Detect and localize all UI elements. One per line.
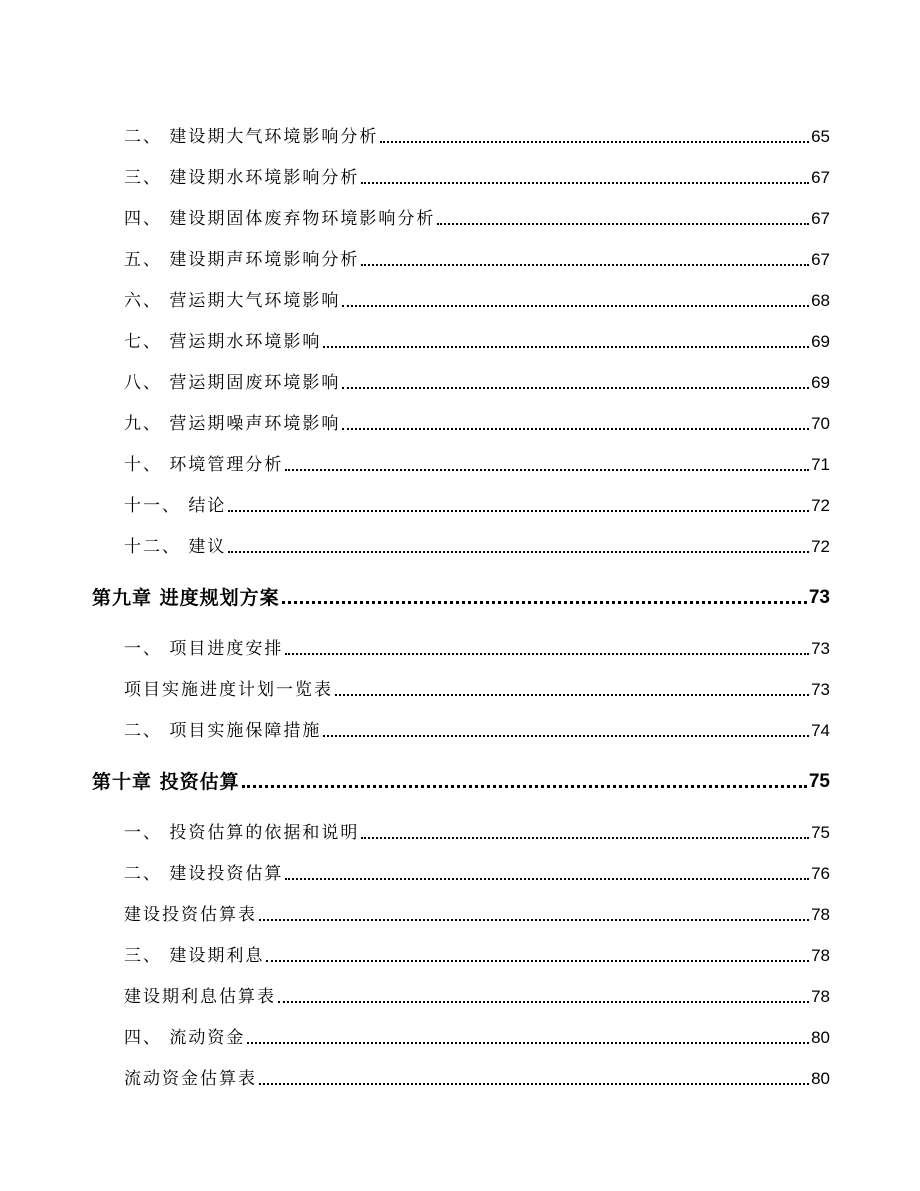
- leader-dots: [335, 694, 809, 696]
- leader-dots: [247, 1042, 809, 1044]
- leader-dots: [361, 837, 809, 839]
- toc-chapter-page: 75: [808, 771, 830, 792]
- toc-entry-10-4[interactable]: [124, 1023, 830, 1049]
- leader-dots: [361, 264, 809, 266]
- toc-entry-page: 80: [811, 1028, 830, 1047]
- leader-dots: [342, 305, 809, 307]
- toc-entry-3[interactable]: [124, 163, 830, 189]
- leader-dots: [259, 1083, 809, 1085]
- toc-entry-8[interactable]: [124, 368, 830, 394]
- toc-entry-title: 九、 营运期噪声环境影响: [124, 414, 341, 434]
- toc-entry-11[interactable]: [124, 491, 830, 517]
- toc-entry-title: 八、 营运期固废环境影响: [124, 373, 341, 393]
- toc-chapter-10[interactable]: [92, 767, 830, 793]
- toc-entry-page: 70: [811, 414, 830, 433]
- toc-entry-page: 76: [811, 864, 830, 883]
- leader-dots: [380, 141, 809, 143]
- toc-entry-10[interactable]: [124, 450, 830, 476]
- leader-dots: [323, 735, 809, 737]
- toc-entry-12[interactable]: [124, 532, 830, 558]
- toc-entry-page: 68: [811, 291, 830, 310]
- leader-dots: [285, 469, 809, 471]
- toc-entry-7[interactable]: [124, 327, 830, 353]
- leader-dots: [228, 510, 809, 512]
- toc-chapter-9[interactable]: [92, 583, 830, 609]
- toc-entry-title: 三、 建设期水环境影响分析: [124, 168, 360, 188]
- leader-dots: [259, 919, 809, 921]
- toc-entry-10-1[interactable]: [124, 818, 830, 844]
- toc-entry-title: 四、 流动资金: [124, 1028, 246, 1048]
- leader-dots: [285, 653, 809, 655]
- toc-entry-6[interactable]: [124, 286, 830, 312]
- toc-entry-title: 五、 建设期声环境影响分析: [124, 250, 360, 270]
- toc-entry-page: 67: [811, 209, 830, 228]
- toc-chapter-title: 第十章 投资估算: [92, 771, 240, 793]
- toc-entry-page: 65: [811, 127, 830, 146]
- toc-entry-title: 十一、 结论: [124, 496, 227, 516]
- leader-dots: [242, 785, 807, 788]
- leader-dots: [282, 601, 807, 604]
- toc-entry-page: 73: [811, 639, 830, 658]
- leader-dots: [228, 551, 809, 553]
- leader-dots: [285, 878, 809, 880]
- toc-entry-page: 69: [811, 373, 830, 392]
- leader-dots: [342, 387, 809, 389]
- toc-entry-10-3[interactable]: [124, 941, 830, 967]
- leader-dots: [278, 1001, 809, 1003]
- toc-entry-title: 六、 营运期大气环境影响: [124, 291, 341, 311]
- toc-entry-page: 67: [811, 168, 830, 187]
- toc-entry-title: 十、 环境管理分析: [124, 455, 284, 475]
- toc-entry-page: 78: [811, 905, 830, 924]
- toc-entry-page: 74: [811, 721, 830, 740]
- toc-entry-10-table-3[interactable]: [124, 1064, 830, 1090]
- toc-entry-title: 项目实施进度计划一览表: [124, 680, 333, 700]
- leader-dots: [266, 960, 809, 962]
- toc-entry-title: 建设期利息估算表: [124, 987, 276, 1007]
- toc-entry-page: 72: [811, 537, 830, 556]
- toc-entry-2-1[interactable]: [124, 122, 830, 148]
- toc-entry-10-table-1[interactable]: [124, 900, 830, 926]
- toc-entry-title: 二、 项目实施保障措施: [124, 721, 322, 741]
- toc-entry-page: 69: [811, 332, 830, 351]
- toc-entry-page: 67: [811, 250, 830, 269]
- leader-dots: [342, 428, 809, 430]
- toc-entry-title: 一、 项目进度安排: [124, 639, 284, 659]
- toc-entry-page: 78: [811, 987, 830, 1006]
- leader-dots: [361, 182, 809, 184]
- toc-entry-page: 75: [811, 823, 830, 842]
- toc-entry-title: 十二、 建议: [124, 537, 227, 557]
- toc-entry-5[interactable]: [124, 245, 830, 271]
- toc-entry-page: 72: [811, 496, 830, 515]
- toc-entry-title: 二、 建设投资估算: [124, 864, 284, 884]
- toc-chapter-page: 73: [808, 587, 830, 608]
- toc-entry-10-table-2[interactable]: [124, 982, 830, 1008]
- toc-chapter-title: 第九章 进度规划方案: [92, 587, 280, 609]
- toc-entry-4[interactable]: [124, 204, 830, 230]
- leader-dots: [437, 223, 809, 225]
- toc-entry-title: 二、 建设期大气环境影响分析: [124, 127, 379, 147]
- toc-entry-page: 71: [811, 455, 830, 474]
- toc-entry-9-2[interactable]: [124, 716, 830, 742]
- toc-entry-title: 流动资金估算表: [124, 1069, 257, 1089]
- toc-entry-page: 80: [811, 1069, 830, 1088]
- toc-entry-9-table[interactable]: [124, 675, 830, 701]
- toc-entry-title: 一、 投资估算的依据和说明: [124, 823, 360, 843]
- toc-entry-page: 78: [811, 946, 830, 965]
- toc-entry-title: 七、 营运期水环境影响: [124, 332, 322, 352]
- toc-entry-title: 四、 建设期固体废弃物环境影响分析: [124, 209, 436, 229]
- toc-entry-title: 建设投资估算表: [124, 905, 257, 925]
- toc-entry-9-1[interactable]: [124, 634, 830, 660]
- toc-entry-page: 73: [811, 680, 830, 699]
- leader-dots: [323, 346, 809, 348]
- toc-entry-9[interactable]: [124, 409, 830, 435]
- toc-entry-10-2[interactable]: [124, 859, 830, 885]
- toc-entry-title: 三、 建设期利息: [124, 946, 265, 966]
